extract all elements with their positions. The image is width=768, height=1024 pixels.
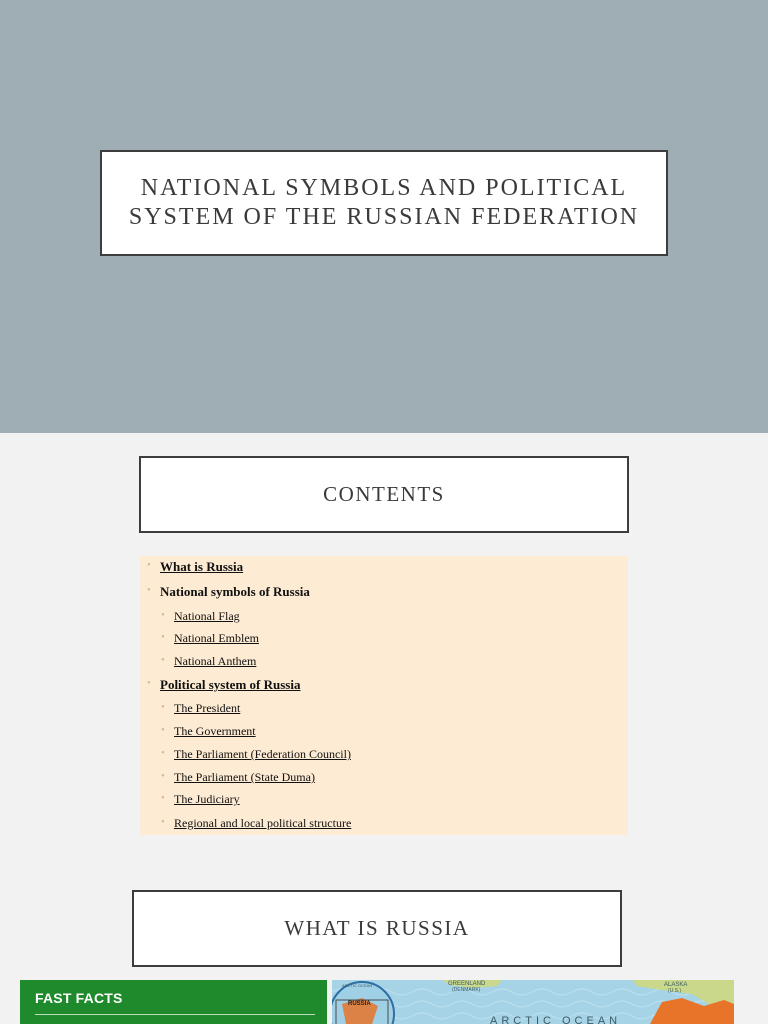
toc-item-state-duma[interactable]: • The Parliament (State Duma) [161, 770, 315, 784]
bullet-icon: • [161, 654, 165, 666]
what-is-russia-heading: WHAT IS RUSSIA [284, 916, 470, 940]
toc-item-national-flag[interactable]: • National Flag [161, 609, 240, 623]
presentation-title: NATIONAL SYMBOLS AND POLITICAL SYSTEM OF THE RUSSIAN FEDERATION [128, 175, 640, 230]
toc-item-what-is-russia[interactable]: • What is Russia [147, 559, 244, 574]
title-box [100, 150, 668, 256]
table-of-contents [140, 556, 628, 835]
toc-item-national-anthem[interactable]: • National Anthem [161, 654, 257, 668]
map-label-greenland: GREENLAND [448, 981, 486, 987]
bullet-icon: • [161, 724, 165, 736]
map-label-greenland-sub: (DENMARK) [452, 987, 481, 993]
what-is-russia-heading-box [132, 890, 622, 967]
toc-item-political-system[interactable]: • Political system of Russia [147, 677, 301, 692]
bullet-icon: • [161, 631, 165, 643]
title-slide [0, 0, 768, 433]
bullet-icon: • [161, 770, 165, 782]
russia-map-image [332, 980, 734, 1024]
map-label-arctic-ocean: ARCTIC OCEAN [490, 1015, 622, 1024]
bullet-icon: • [161, 701, 165, 713]
toc-item-regional-local[interactable]: • Regional and local political structure [161, 816, 352, 830]
bullet-icon: • [161, 816, 165, 828]
bullet-icon: • [147, 559, 151, 571]
toc-item-president[interactable]: • The President [161, 701, 241, 715]
bullet-icon: • [161, 792, 165, 804]
toc-item-federation-council[interactable]: • The Parliament (Federation Council) [161, 747, 351, 761]
fast-facts-divider [35, 1014, 315, 1015]
contents-heading-box [139, 456, 629, 533]
bullet-icon: • [147, 584, 151, 596]
fast-facts-label: FAST FACTS [35, 990, 123, 1006]
map-label-alaska-sub: (U.S.) [668, 988, 682, 994]
toc-item-government[interactable]: • The Government [161, 724, 256, 738]
bullet-icon: • [161, 609, 165, 621]
bullet-icon: • [147, 677, 151, 689]
toc-item-national-symbols: • National symbols of Russia [147, 584, 310, 599]
fast-facts-panel [20, 980, 327, 1024]
map-inset-label-russia: RUSSIA [348, 1001, 371, 1007]
map-inset-label-arctic: ARCTIC OCEAN [342, 983, 373, 988]
bullet-icon: • [161, 747, 165, 759]
contents-heading: CONTENTS [323, 482, 445, 506]
map-label-alaska: ALASKA [664, 982, 688, 988]
toc-item-judiciary[interactable]: • The Judiciary [161, 792, 240, 806]
toc-item-national-emblem[interactable]: • National Emblem [161, 631, 259, 645]
